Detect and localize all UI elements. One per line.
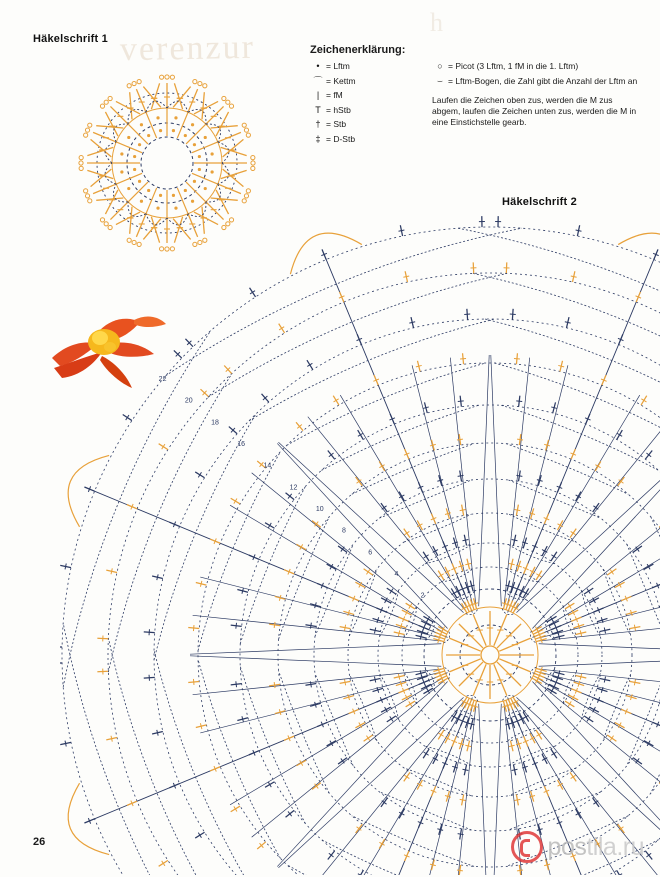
chart1-title: Häkelschrift 1: [33, 33, 108, 45]
legend: [310, 44, 640, 148]
svg-text:6: 6: [368, 549, 373, 557]
legend-column-right: [432, 61, 638, 148]
legend-item: | = fM: [310, 90, 418, 101]
svg-text:18: 18: [211, 419, 219, 427]
legend-column-left: [310, 61, 418, 148]
symbol-picot-icon: ○: [437, 61, 443, 71]
ghost-text-secondary: h: [430, 8, 443, 37]
chart2-title: Häkelschrift 2: [502, 196, 577, 208]
symbol-dstb-icon: ‡: [315, 133, 321, 144]
page-number: 26: [33, 836, 46, 848]
legend-item: ‡ = D-Stb: [310, 134, 418, 145]
ghost-text: verenzur: [119, 28, 256, 69]
svg-text:2: 2: [420, 592, 425, 600]
svg-text:16: 16: [237, 440, 246, 448]
pinterest-icon: [511, 831, 543, 863]
legend-item: † = Stb: [310, 119, 418, 130]
symbol-kettm-icon: ⌒: [313, 75, 323, 86]
svg-text:8: 8: [342, 527, 346, 535]
chart2-diagram: [60, 185, 660, 875]
svg-text:12: 12: [289, 484, 298, 492]
legend-title: Zeichenerklärung:: [310, 44, 406, 56]
svg-text:4: 4: [394, 570, 399, 578]
svg-text:14: 14: [263, 462, 272, 470]
watermark: [511, 831, 644, 863]
svg-text:10: 10: [315, 505, 324, 513]
svg-text:22: 22: [158, 375, 167, 383]
legend-item: ⌒ = Kettm: [310, 76, 418, 87]
symbol-lftm-icon: •: [316, 61, 320, 71]
watermark-text: postila.ru: [547, 832, 644, 861]
symbol-fm-icon: |: [316, 90, 320, 100]
legend-item: T = hStb: [310, 105, 418, 116]
legend-item: ○ = Picot (3 Lftm, 1 fM in die 1. Lftm): [432, 61, 638, 72]
legend-item: • = Lftm: [310, 61, 418, 72]
symbol-hstb-icon: T: [315, 104, 321, 115]
svg-text:20: 20: [184, 397, 193, 405]
legend-item: ⌣ = Lftm-Bogen, die Zahl gibt die Anzahl der Lftm an: [432, 76, 638, 87]
symbol-lftm-bogen-icon: ⌣: [437, 75, 443, 86]
legend-note: Laufen die Zeichen oben zus, werden die M zus abgem, laufen die Zeichen unten zus, werden die M in eine Einstichstelle gearb.: [432, 94, 637, 127]
symbol-stb-icon: †: [315, 119, 321, 129]
